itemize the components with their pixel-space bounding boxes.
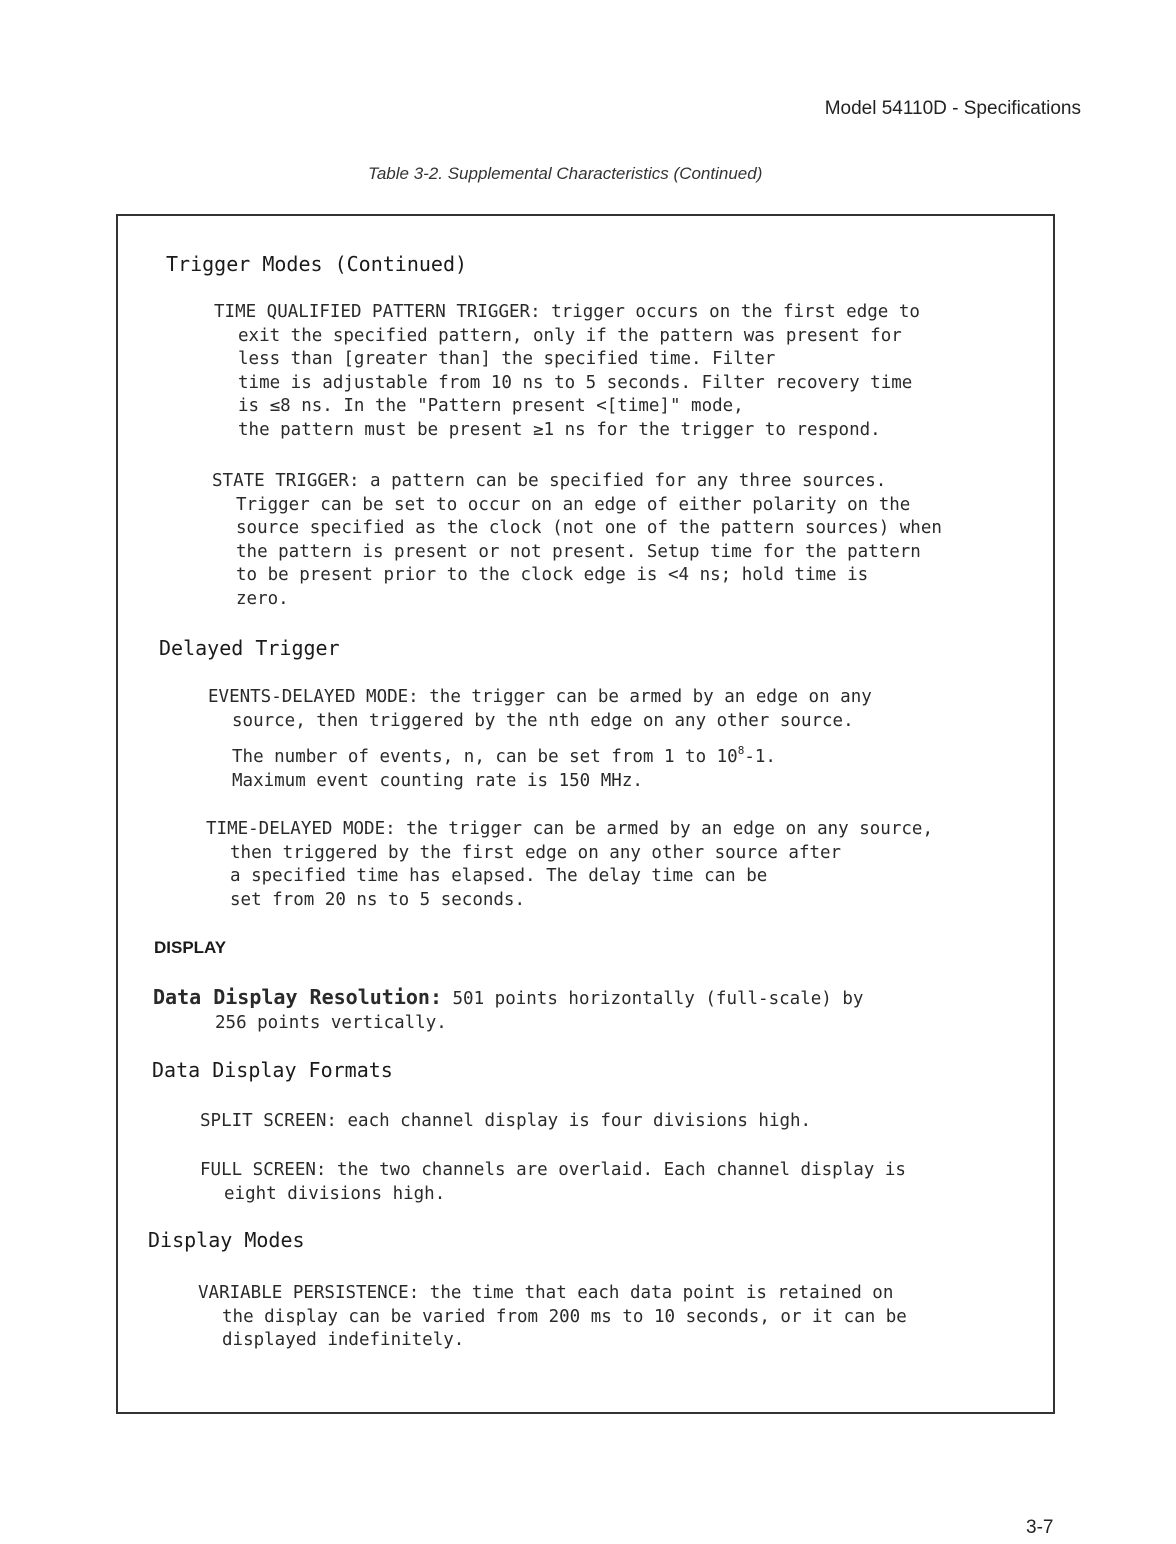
section-heading-trigger-modes: Trigger Modes (Continued) xyxy=(166,252,468,276)
page-number: 3-7 xyxy=(1026,1517,1054,1538)
split-screen: SPLIT SCREEN: each channel display is four divisions high. xyxy=(200,1111,812,1131)
time-qualified-pattern-trigger: TIME QUALIFIED PATTERN TRIGGER: trigger occurs on the first edge to exit the specified pattern, only if the pattern was present for less than [greater than] the specified time. Filter time is adjustable from 10 ns to 5 seconds. Filter recovery time is ≤8 ns. In the "Pattern present <[time]" mode, the pattern must be present ≥1 ns for the trigger to respond. xyxy=(214,302,920,440)
full-screen: FULL SCREEN: the two channels are overlaid. Each channel display is eight divisions high. xyxy=(200,1160,906,1204)
variable-persistence: VARIABLE PERSISTENCE: the time that each data point is retained on the display can be varied from 200 ms to 10 seconds, or it can be displayed indefinitely. xyxy=(198,1283,907,1350)
section-heading-data-display-formats: Data Display Formats xyxy=(152,1058,393,1082)
data-display-resolution: Data Display Resolution: 501 points horizontally (full-scale) by 256 points vertically. xyxy=(153,985,864,1033)
section-heading-delayed-trigger: Delayed Trigger xyxy=(159,636,340,660)
section-heading-display: DISPLAY xyxy=(154,938,227,957)
time-delayed-mode: TIME-DELAYED MODE: the trigger can be armed by an edge on any source, then triggered by the first edge on any other source after a specified time has elapsed. The delay time can be set from 20 ns to 5 seconds. xyxy=(206,819,933,910)
table-caption: Table 3-2. Supplemental Characteristics (Continued) xyxy=(368,164,763,183)
state-trigger: STATE TRIGGER: a pattern can be specified for any three sources. Trigger can be set to occur on an edge of either polarity on the source specified as the clock (not one of the pattern sources) when the pattern is present or not present. Setup time for the pattern to be present prior to the clock edge is <4 ns; hold time is zero. xyxy=(212,471,942,609)
section-heading-display-modes: Display Modes xyxy=(148,1228,305,1252)
running-header: Model 54110D - Specifications xyxy=(824,98,1081,119)
events-count: The number of events, n, can be set from 1 to $10^8-1$. Maximum event counting rate is 150 MHz. xyxy=(232,744,776,791)
events-delayed-mode: EVENTS-DELAYED MODE: the trigger can be armed by an edge on any source, then triggered by the nth edge on any other source. xyxy=(208,687,872,731)
